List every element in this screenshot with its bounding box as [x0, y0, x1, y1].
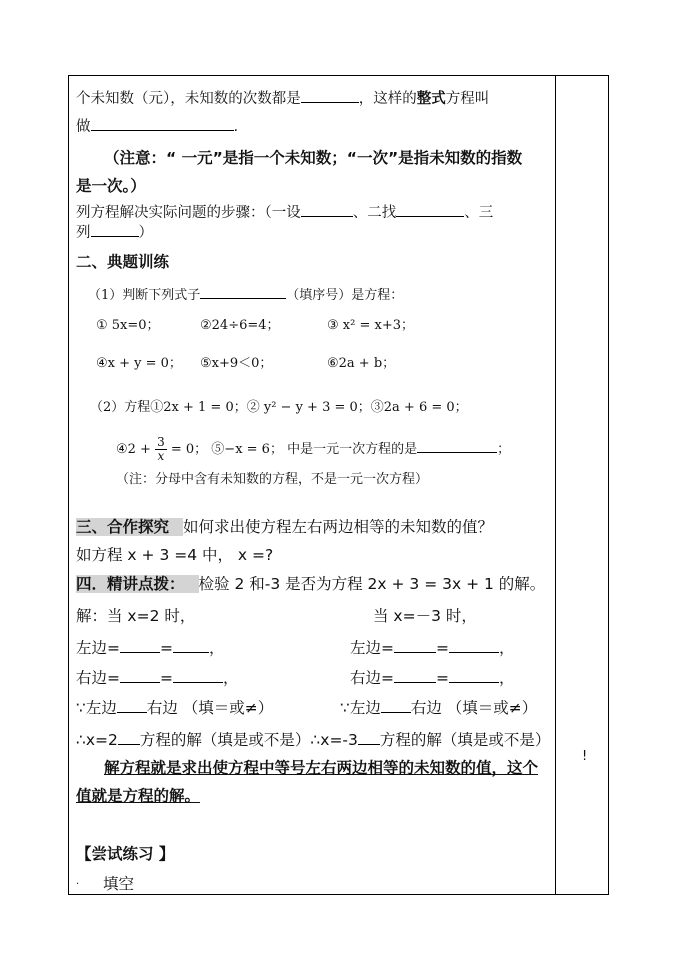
- fill-in-label: 填空: [103, 875, 135, 893]
- therefore-row: ∴x=2 方程的解（填是或不是）∴x=-3 方程的解（填是或不是）: [76, 731, 551, 749]
- note-line1: （注意：“ 一元”是指一个未知数；“一次”是指未知数的指数: [104, 149, 523, 167]
- question-1: （1）判断下列式子 （填序号）是方程：: [88, 284, 403, 306]
- paragraph-definition-line1: 个未知数（元），未知数的次数都是 ，这样的整式方程叫: [76, 88, 489, 109]
- steps-line1: 列方程解决实际问题的步骤：（一设 、二找 、三: [76, 202, 493, 223]
- question-2-line1: （2）方程①2x + 1 = 0；② y² − y + 3 = 0；③2a + 6 = 0；: [90, 400, 468, 415]
- note-line2: 是一次。）: [76, 177, 146, 195]
- conclusion-line2: 值就是方程的解。: [76, 787, 201, 805]
- section-heading-2: 二、典题训练: [76, 253, 170, 271]
- solution-left-header: 解：当 x=2 时，: [76, 607, 196, 625]
- section-3-line: 三、合作探究 如何求出使方程左右两边相等的未知数的值？: [76, 518, 494, 536]
- section-heading-4: 四．精讲点拨：: [76, 575, 199, 593]
- example-equation: 如方程 x + 3 =4 中， x =?: [76, 546, 274, 564]
- because-row-1: ∵左边 右边 （填＝或≠）: [76, 699, 274, 717]
- left-side-row-1: 左边= = ，: [76, 639, 225, 657]
- paragraph-definition-line2: 做 .: [76, 116, 238, 137]
- question-2-note: （注：分母中含有未知数的方程，不是一元一次方程）: [116, 472, 429, 487]
- section-heading-3: 三、合作探究: [76, 518, 183, 536]
- right-side-row-2: 右边= = ，: [350, 669, 515, 687]
- q1-item-5: ⑤x+9＜0；: [200, 356, 273, 371]
- fraction-3-over-x: $\frac{3}{x}$: [157, 435, 165, 463]
- q1-item-4: ④x + y = 0；: [96, 356, 182, 371]
- q1-item-1: ① 5x=0；: [96, 318, 160, 333]
- question-2-line2: ④2 + $\frac{3}{x}$ = 0； ⑤−x = 6； 中是一元一次方程的是 ；: [116, 435, 511, 463]
- right-side-row-1: 右边= = ，: [76, 669, 239, 687]
- side-mark: !: [582, 749, 588, 764]
- try-practice-label: 【尝试练习 】: [76, 845, 175, 863]
- q1-item-3: ③ x² = x+3；: [327, 318, 414, 333]
- q1-item-6: ⑥2a + b；: [327, 356, 396, 371]
- list-dot: .: [76, 876, 80, 887]
- left-side-row-2: 左边= = ，: [350, 639, 515, 657]
- column-divider: [555, 75, 556, 895]
- steps-line2: 列 ）: [76, 222, 153, 243]
- because-row-2: ∵左边 右边 （填＝或≠）: [340, 699, 538, 717]
- conclusion-line1: 解方程就是求出使方程中等号左右两边相等的未知数的值，这个: [104, 759, 539, 777]
- solution-right-header: 当 x=－3 时，: [373, 607, 477, 625]
- section-4-line: 四．精讲点拨： 检验 2 和-3 是否为方程 2x + 3 = 3x + 1 的解。: [76, 575, 546, 593]
- q1-item-2: ②24÷6=4；: [200, 318, 280, 333]
